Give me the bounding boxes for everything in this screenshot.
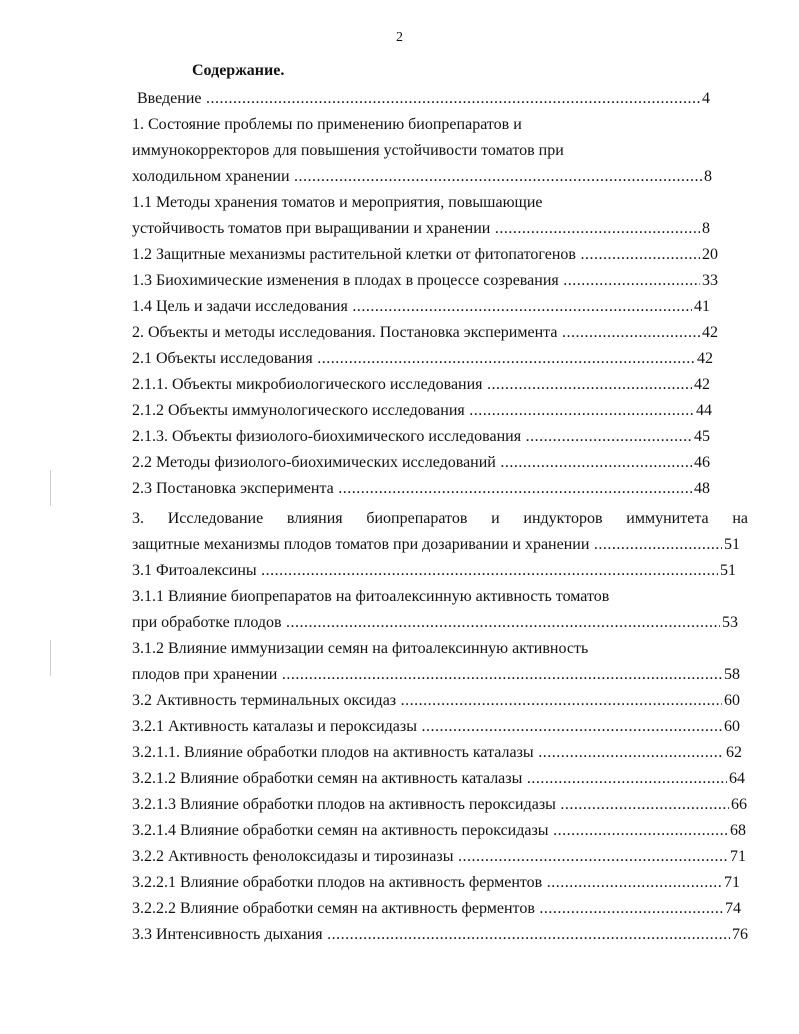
toc-entry [132,820,746,842]
toc-entry-title: 2. Объекты и методы исследования. Постановка эксперимента [132,324,558,341]
toc-entry [132,426,710,448]
toc-entry [132,322,718,344]
toc-entry-title: 3. Исследование влияния биопрепаратов и индукторов иммунитета на [132,508,748,530]
toc-entry-page: 48 [692,478,710,500]
toc-entry [132,192,543,214]
toc-entry [132,244,718,266]
toc-entry-title: плодов при хранении [132,666,278,683]
toc-entry [132,296,710,318]
toc-entry-title: 1. Состояние проблемы по применению биопрепаратов и [132,116,522,133]
toc-entry-title: 2.1.3. Объекты физиолого-биохимического исследования [132,428,522,445]
toc-entry-title: 2.1.2 Объекты иммунологического исследования [132,402,465,419]
toc-entry [132,612,738,634]
toc-entry-title: устойчивость томатов при выращивании и хранении [132,220,491,237]
toc-entry-title: защитные механизмы плодов томатов при дозаривании и хранении [132,536,590,553]
scan-mark [50,470,51,506]
toc-entry-title: 2.1 Объекты исследования [132,350,313,367]
toc-entry-title: 3.2.2 Активность фенолоксидазы и тирозиназы [132,848,454,865]
toc-entry-page: 71 [728,846,746,868]
toc-entry [132,794,747,816]
toc-entry [132,508,748,530]
toc-entry-title: 3.2.2.1 Влияние обработки плодов на активность ферментов [132,874,543,891]
toc-entry-title: 3.1.1 Влияние биопрепаратов на фитоалексинную активность томатов [132,588,610,605]
toc-entry-page: 42 [695,348,713,370]
toc-entry-title: иммунокорректоров для повышения устойчивости томатов при [132,142,564,159]
toc-entry-page: 46 [692,452,710,474]
scan-mark [50,640,51,676]
toc-entry-page: 44 [694,400,712,422]
toc-entry-page: 53 [720,612,738,634]
toc-entry-page: 60 [722,690,740,712]
toc-entry-page: 64 [727,768,745,790]
toc-entry-page: 66 [729,794,747,816]
toc-entry [132,690,740,712]
toc-entry [132,374,710,396]
toc-entry-title: 3.2.1.2 Влияние обработки семян на активность каталазы [132,770,523,787]
toc-entry [132,452,710,474]
toc-entry [132,716,740,738]
toc-entry [132,140,564,162]
toc-entry-title: холодильном хранении [132,168,290,185]
toc-entry [132,218,710,240]
toc-entry [132,534,740,556]
toc-entry-page: 8 [702,166,712,188]
toc-entry [132,560,736,582]
toc-entry [132,664,740,686]
toc-entry [132,638,588,660]
toc-entry-page: 74 [723,898,741,920]
toc-entry-title: 3.1.2 Влияние иммунизации семян на фитоалексинную активность [132,640,589,657]
toc-entry [132,400,712,422]
toc-entry-page: 4 [700,88,710,110]
toc-entry-title: 3.2.1.3 Влияние обработки плодов на активность пероксидазы [132,796,556,813]
toc-entry-title: Введение [137,90,202,107]
toc-entry-title: 3.2.1.4 Влияние обработки семян на активность пероксидазы [132,822,549,839]
toc-entry-page: 60 [722,716,740,738]
toc-entry-page: 8 [700,218,710,240]
toc-entry-page: 58 [722,664,740,686]
toc-title: Содержание. [192,62,285,79]
toc-entry-title: при обработке плодов [132,614,282,631]
toc-entry-page: 76 [730,924,748,946]
toc-entry-page: 41 [692,296,710,318]
toc-entry-title: 2.3 Постановка эксперимента [132,480,334,497]
toc-entry [132,872,740,894]
toc-entry-title: 1.1 Методы хранения томатов и мероприятия, повышающие [132,194,543,211]
toc-entry [132,270,718,292]
toc-entry-title: 1.3 Биохимические изменения в плодах в процессе созревания [132,272,559,289]
toc-entry [132,924,748,946]
toc-entry-page: 68 [728,820,746,842]
toc-entry-page: 51 [718,560,736,582]
toc-entry-title: 3.3 Интенсивность дыхания [132,926,323,943]
toc-entry-page: 20 [700,244,718,266]
toc-entry-title: 2.2 Методы физиолого-биохимических исследований [132,454,496,471]
toc-entry-title: 3.1 Фитоалексины [132,562,257,579]
toc-entry-page: 42 [692,374,710,396]
toc-entry [132,846,746,868]
toc-entry-title: 3.2 Активность терминальных оксидаз [132,692,397,709]
toc-entry-page: 42 [700,322,718,344]
toc-entry [132,898,741,920]
toc-entry-title: 3.2.2.2 Влияние обработки семян на активность ферментов [132,900,535,917]
toc-entry-title: 3.2.1.1. Влияние обработки плодов на активность каталазы [132,744,534,761]
toc-entry-title: 1.2 Защитные механизмы растительной клетки от фитопатогенов [132,246,576,263]
toc-entry-title: 2.1.1. Объекты микробиологического исследования [132,376,483,393]
toc-entry-page: 51 [722,534,740,556]
toc-entry-page: 33 [700,270,718,292]
toc-entry [132,166,712,188]
toc-entry-title: 3.2.1 Активность каталазы и пероксидазы [132,718,417,735]
toc-entry [132,742,742,764]
toc-entry [132,768,745,790]
toc-entry [132,348,713,370]
toc-entry-page: 62 [724,742,742,764]
toc-entry-page: 71 [722,872,740,894]
toc-entry-page: 45 [692,426,710,448]
page-number: 2 [396,30,403,45]
toc-entry [137,88,710,110]
toc-entry [132,586,609,608]
toc-entry [132,478,710,500]
toc-entry-title: 1.4 Цель и задачи исследования [132,298,348,315]
toc-entry [132,114,522,136]
